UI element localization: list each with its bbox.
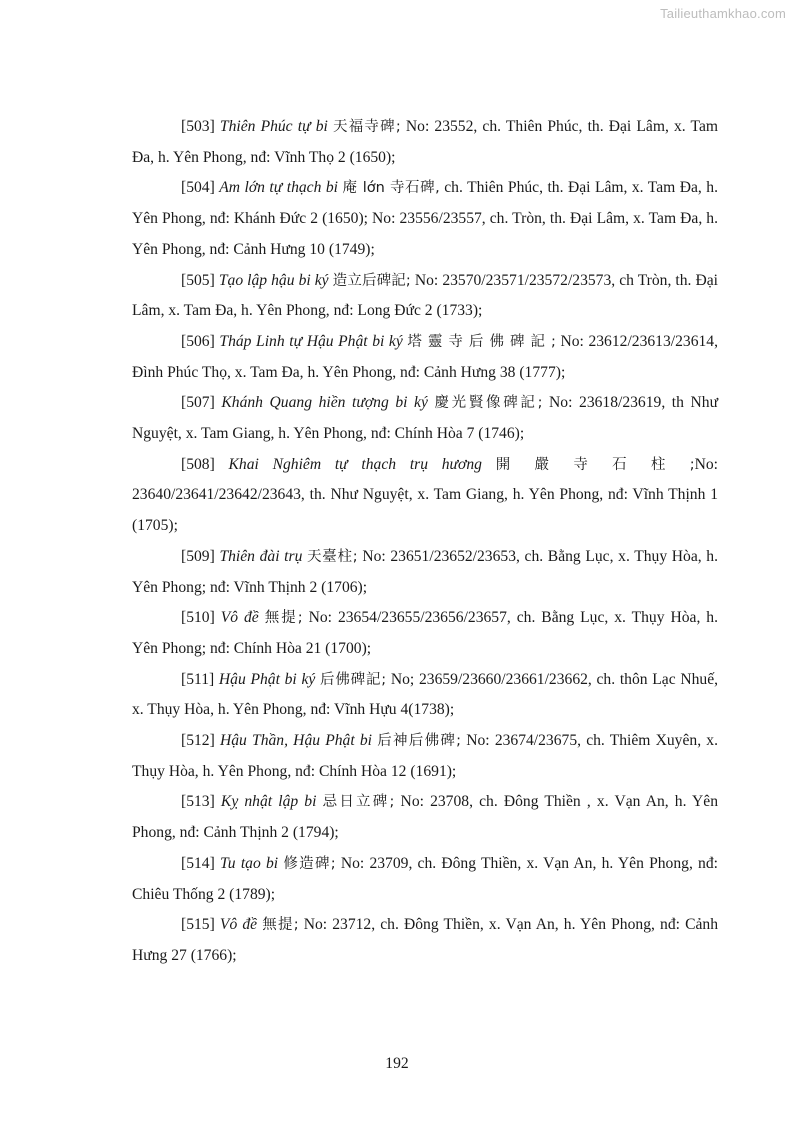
entry-number: [506] bbox=[181, 332, 215, 350]
entry-details: No: 23674/23675, ch. Thiêm Xuyên, x. Thụy Hòa, h. Yên Phong, nđ: Chính Hòa 12 (1691); bbox=[132, 732, 718, 780]
entry-han-title: 后神后佛碑; bbox=[377, 733, 462, 750]
entry-title: Thiên đài trụ bbox=[219, 547, 303, 565]
list-item bbox=[132, 327, 718, 388]
entry-title: Tháp Linh tự Hậu Phật bi ký bbox=[219, 332, 403, 350]
list-item bbox=[132, 112, 718, 173]
entry-details: No; 23659/23660/23661/23662, ch. thôn Lạc Nhuế, x. Thụy Hòa, h. Yên Phong, nđ: Vĩnh Hựu 4(1738); bbox=[132, 670, 719, 719]
list-item bbox=[132, 910, 718, 971]
list-item bbox=[132, 603, 718, 664]
entry-han-title: 慶光賢像碑記; bbox=[434, 395, 543, 412]
entry-title: Tạo lập hậu bi ký bbox=[218, 271, 329, 289]
entry-han-title: 天福寺碑; bbox=[332, 119, 401, 135]
entry-title: Am lớn tự thạch bi bbox=[219, 179, 338, 197]
entry-details: No: 23612/23613/23614, Đình Phúc Thọ, x. Tam Đa, h. Yên Phong, nđ: Cảnh Hưng 38 (1777); bbox=[132, 332, 718, 381]
entry-han-title: 無提; bbox=[264, 610, 303, 627]
page-number: 192 bbox=[385, 1055, 409, 1072]
entry-number: [511] bbox=[181, 670, 215, 688]
entry-title: Khánh Quang hiền tượng bi ký bbox=[221, 394, 428, 412]
list-item bbox=[132, 173, 718, 265]
list-item bbox=[132, 665, 718, 726]
entry-han-title: 塔 靈 寺 后 佛 碑 記 ; bbox=[407, 333, 556, 350]
entry-number: [513] bbox=[181, 793, 215, 811]
entry-han-title: 無提; bbox=[262, 917, 299, 934]
entry-title: Vô đề bbox=[220, 609, 259, 627]
entry-han-title: 庵 lớn 寺石碑, bbox=[342, 180, 440, 197]
list-item bbox=[132, 266, 718, 327]
entry-number: [505] bbox=[181, 271, 215, 289]
entry-han-title: 忌日立碑; bbox=[322, 794, 395, 811]
entry-details: No: 23640/23641/23642/23643, th. Như Nguyệt, x. Tam Giang, h. Yên Phong, nđ: Vĩnh Thịnh 1 (1705); bbox=[132, 455, 718, 535]
list-item bbox=[132, 542, 718, 603]
entry-details: ch. Thiên Phúc, th. Đại Lâm, x. Tam Đa, h. Yên Phong, nđ: Khánh Đức 2 (1650); No: 23556/23557, ch. Tròn, th. Đại Lâm, x. Tam Đa, h. Yên Phong, nđ: Cảnh Hưng 10 (1749); bbox=[132, 179, 718, 258]
entry-details: No: 23712, ch. Đông Thiền, x. Vạn An, h. Yên Phong, nđ: Cảnh Hưng 27 (1766); bbox=[132, 916, 718, 964]
entry-title: Kỵ nhật lập bi bbox=[220, 793, 317, 811]
entry-title: Vô đề bbox=[219, 916, 258, 934]
entry-number: [508] bbox=[181, 455, 215, 473]
list-item bbox=[132, 787, 718, 848]
entry-han-title: 天臺柱; bbox=[307, 548, 358, 565]
entry-han-title: 造立后碑記; bbox=[332, 272, 411, 289]
entry-han-title: 開 嚴 寺 石 柱 ; bbox=[495, 456, 695, 473]
entry-details: No: 23618/23619, th Như Nguyệt, x. Tam Giang, h. Yên Phong, nđ: Chính Hòa 7 (1746); bbox=[132, 394, 719, 443]
entry-details: No: 23654/23655/23656/23657, ch. Bằng Lục, x. Thụy Hòa, h. Yên Phong; nđ: Chính Hòa 21 (1700); bbox=[132, 609, 718, 657]
entry-number: [509] bbox=[181, 547, 215, 565]
entry-details: No: 23709, ch. Đông Thiền, x. Vạn An, h. Yên Phong, nđ: Chiêu Thống 2 (1789); bbox=[132, 854, 718, 903]
entry-list bbox=[132, 112, 718, 972]
entry-han-title: 后佛碑記; bbox=[320, 671, 387, 688]
entry-details: No: 23552, ch. Thiên Phúc, th. Đại Lâm, x. Tam Đa, h. Yên Phong, nđ: Vĩnh Thọ 2 (1650); bbox=[132, 118, 719, 166]
entry-number: [507] bbox=[181, 394, 215, 412]
watermark-text: Tailieuthamkhao.com bbox=[660, 6, 786, 21]
list-item bbox=[132, 388, 718, 449]
entry-number: [512] bbox=[181, 732, 215, 750]
entry-han-title: 修造碑; bbox=[283, 855, 336, 872]
list-item bbox=[132, 849, 718, 910]
entry-number: [515] bbox=[181, 916, 215, 934]
entry-title: Tu tạo bi bbox=[220, 854, 279, 872]
entry-number: [503] bbox=[181, 118, 215, 135]
entry-details: No: 23708, ch. Đông Thiền , x. Vạn An, h. Yên Phong, nđ: Cảnh Thịnh 2 (1794); bbox=[132, 793, 719, 842]
entry-number: [504] bbox=[181, 179, 215, 197]
entry-details: No: 23651/23652/23653, ch. Bằng Lục, x. Thụy Hòa, h. Yên Phong; nđ: Vĩnh Thịnh 2 (1706); bbox=[132, 547, 718, 596]
entry-title: Hậu Thần, Hậu Phật bi bbox=[219, 732, 372, 750]
entry-title: Hậu Phật bi ký bbox=[218, 670, 316, 688]
entry-number: [514] bbox=[181, 854, 215, 872]
entry-details: No: 23570/23571/23572/23573, ch Tròn, th. Đại Lâm, x. Tam Đa, h. Yên Phong, nđ: Long Đức 2 (1733); bbox=[132, 271, 718, 320]
entry-number: [510] bbox=[181, 609, 215, 627]
list-item bbox=[132, 726, 718, 787]
list-item bbox=[132, 450, 718, 542]
entry-title: Thiên Phúc tự bi bbox=[219, 118, 328, 135]
entry-title: Khai Nghiêm tự thạch trụ hương bbox=[228, 455, 482, 473]
